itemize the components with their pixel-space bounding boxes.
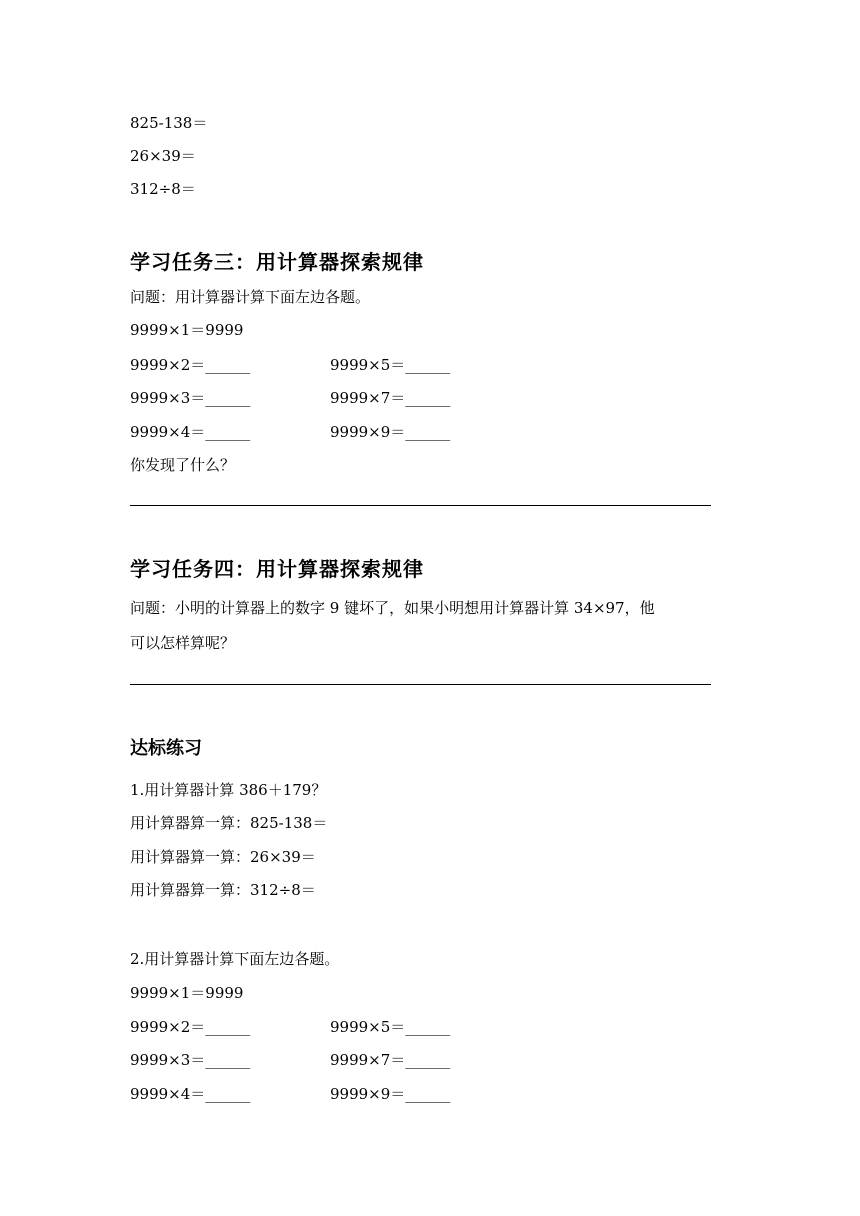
task4-question-line1: 问题：小明的计算器上的数字 9 键坏了，如果小明想用计算器计算 34×97，他 (130, 599, 655, 617)
practice-q1: 1.用计算器计算 386＋179？ (130, 781, 327, 799)
practice-heading: 达标练习 (130, 738, 202, 759)
task3-example: 9999×1＝9999 (130, 321, 244, 339)
task3-question: 问题：用计算器计算下面左边各题。 (130, 288, 371, 306)
practice-q1-line-3: 用计算器算一算：312÷8＝ (130, 881, 316, 899)
intro-line-3: 312÷8＝ (130, 180, 196, 198)
task4-answer-line (130, 684, 711, 685)
practice-row3-left: 9999×4＝______ (130, 1085, 251, 1103)
practice-row2-right: 9999×7＝______ (330, 1051, 451, 1069)
practice-row1-right: 9999×5＝______ (330, 1018, 451, 1036)
practice-q1-line-1: 用计算器算一算：825-138＝ (130, 814, 328, 832)
task3-row3-right: 9999×9＝______ (330, 423, 451, 441)
practice-row1-left: 9999×2＝______ (130, 1018, 251, 1036)
task3-row1-right: 9999×5＝______ (330, 356, 451, 374)
task3-row2-right: 9999×7＝______ (330, 389, 451, 407)
task3-prompt: 你发现了什么？ (130, 456, 236, 474)
task3-row3-left: 9999×4＝______ (130, 423, 251, 441)
intro-line-2: 26×39＝ (130, 147, 196, 165)
practice-row3-right: 9999×9＝______ (330, 1085, 451, 1103)
practice-q2: 2.用计算器计算下面左边各题。 (130, 950, 340, 968)
task3-row1-left: 9999×2＝______ (130, 356, 251, 374)
task4-question-line2: 可以怎样算呢？ (130, 634, 236, 652)
task3-heading: 学习任务三：用计算器探索规律 (130, 250, 424, 274)
task3-row2-left: 9999×3＝______ (130, 389, 251, 407)
practice-example: 9999×1＝9999 (130, 984, 244, 1002)
intro-line-1: 825-138＝ (130, 114, 208, 132)
task4-heading: 学习任务四：用计算器探索规律 (130, 557, 424, 581)
practice-row2-left: 9999×3＝______ (130, 1051, 251, 1069)
practice-q1-line-2: 用计算器算一算：26×39＝ (130, 848, 316, 866)
task3-answer-line (130, 505, 711, 506)
